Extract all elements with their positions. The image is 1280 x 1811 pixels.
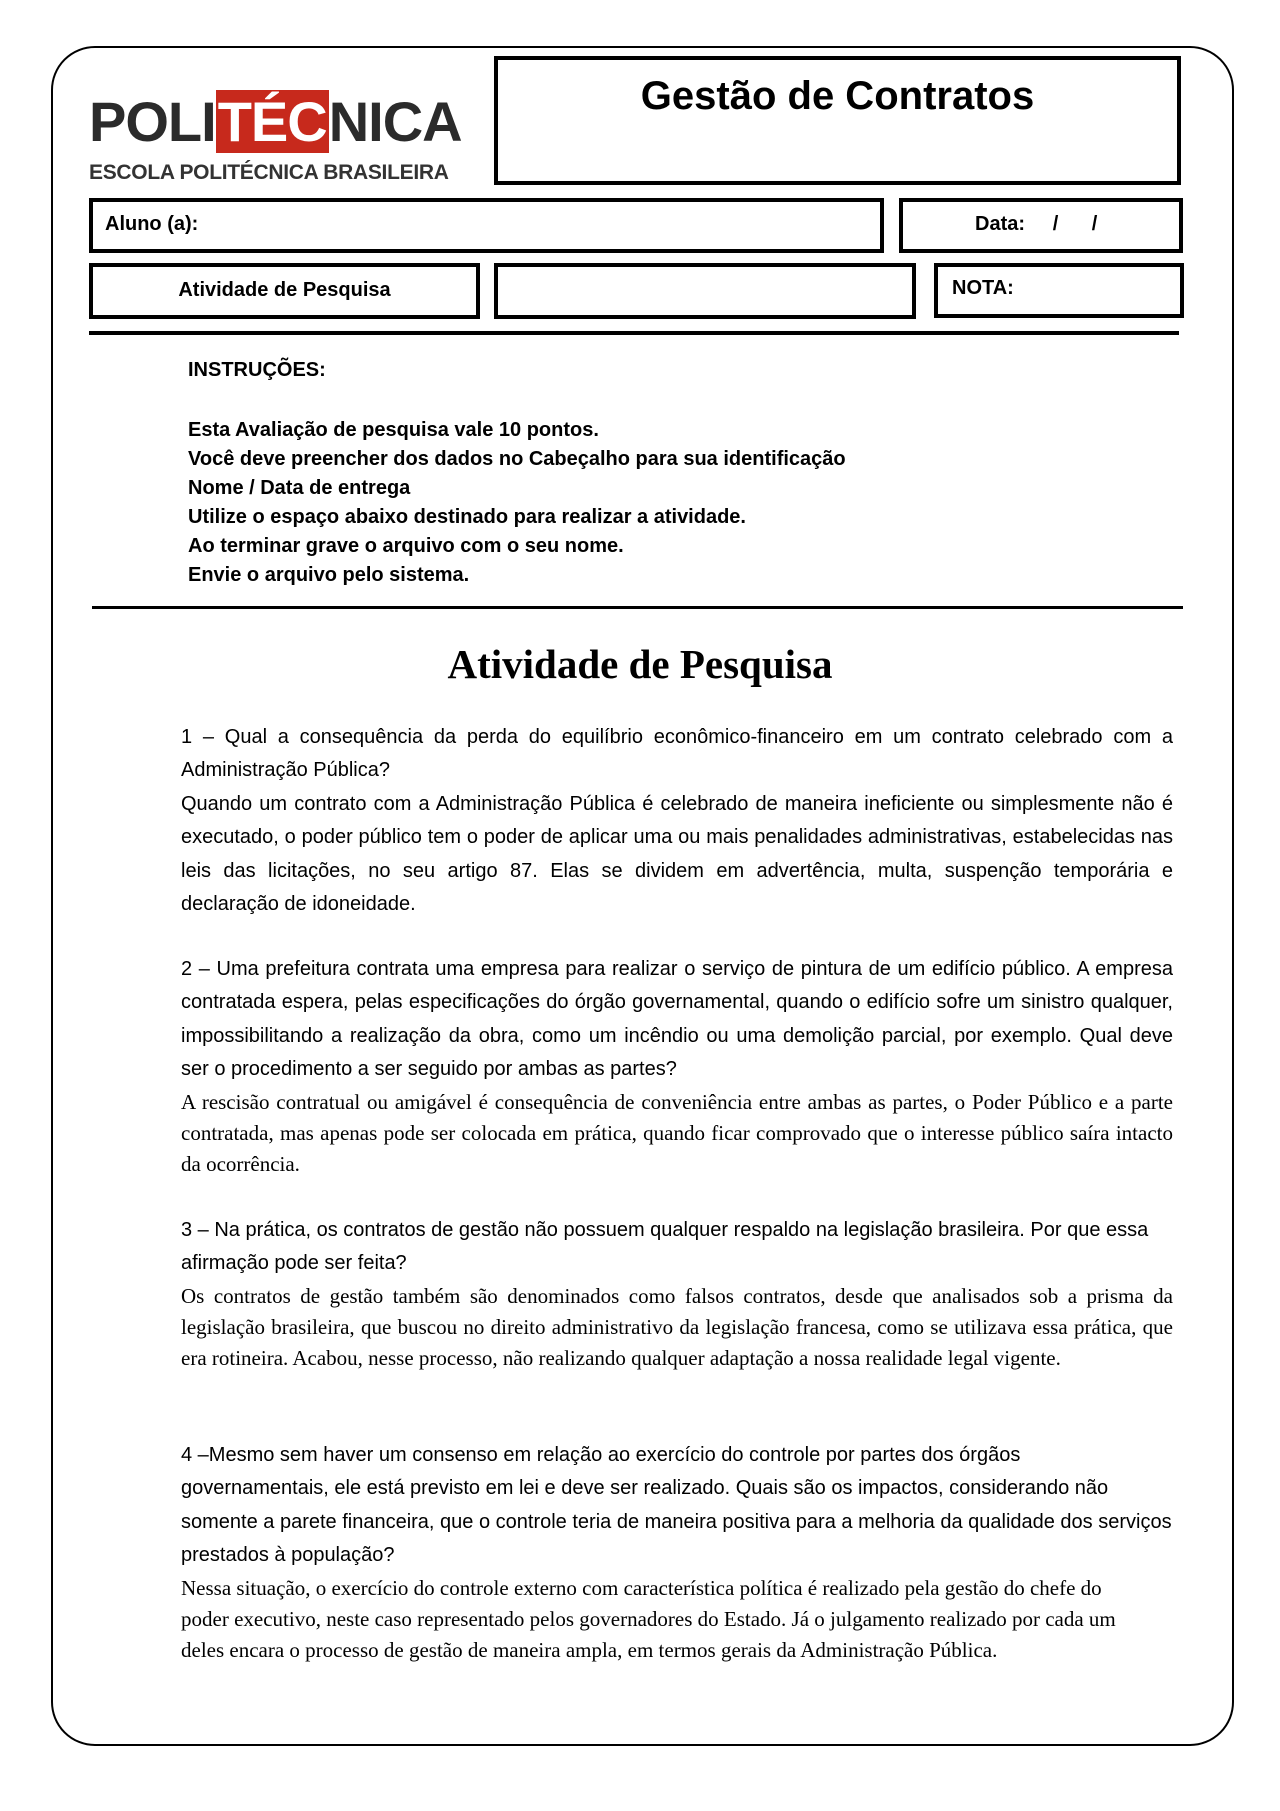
instruction-line: Utilize o espaço abaixo destinado para realizar a atividade. bbox=[188, 506, 746, 528]
answer-text: Quando um contrato com a Administração Pública é celebrado de maneira ineficiente ou simplesmente não é executado, o poder público tem o poder de aplicar uma ou mais penalidades administrativas, estabelecidas nas leis das licitações, no seu artigo 87. Elas se dividem em advertência, multa, suspenção temporária e declaração de idoneidade. bbox=[181, 792, 1173, 916]
answer-text: Nessa situação, o exercício do controle externo com característica política é realizado pela gestão do chefe do poder executivo, neste caso representado pelos governadores do Estado. Já o julgamento realizado por cada um deles encara o processo de gestão de maneira ampla, em termos gerais da Administração Pública. bbox=[181, 1575, 1116, 1662]
grade-label: NOTA: bbox=[952, 277, 1014, 299]
grade-field[interactable] bbox=[934, 263, 1184, 318]
answer-text: A rescisão contratual ou amigável é consequência de conveniência entre ambas as partes, o Poder Público e a parte contratada, mas apenas pode ser colocada em prática, quando ficar comprovado que o interesse público saíra intacto da ocorrência. bbox=[181, 1089, 1173, 1176]
question-block-2 bbox=[181, 953, 1173, 1180]
student-name-field[interactable] bbox=[89, 198, 884, 253]
logo-text-part: POLI bbox=[89, 90, 216, 153]
divider bbox=[89, 331, 1179, 335]
instruction-line: Nome / Data de entrega bbox=[188, 477, 411, 499]
activity-type-box bbox=[89, 263, 480, 319]
question-block-1 bbox=[181, 721, 1173, 921]
student-label: Aluno (a): bbox=[105, 213, 199, 235]
question-block-3 bbox=[181, 1214, 1173, 1374]
instructions bbox=[188, 356, 846, 590]
date-field[interactable] bbox=[899, 198, 1183, 253]
answer-text: Os contratos de gestão também são denominados como falsos contratos, desde que analisados sob a prisma da legislação brasileira, que buscou no direito administrativo da legislação francesa, como se utilizava essa prática, que era rotineira. Acabou, nesse processo, não realizando qualquer adaptação a nossa realidade legal vigente. bbox=[181, 1283, 1173, 1370]
logo-text-highlight: TÉC bbox=[217, 90, 327, 153]
divider bbox=[92, 606, 1183, 609]
instructions-title: INSTRUÇÕES: bbox=[188, 359, 326, 381]
instruction-line: Envie o arquivo pelo sistema. bbox=[188, 564, 470, 586]
logo-wordmark bbox=[89, 89, 462, 154]
logo-text-part: NICA bbox=[328, 90, 462, 153]
logo-subtitle: ESCOLA POLITÉCNICA BRASILEIRA bbox=[89, 161, 449, 184]
instruction-line: Você deve preencher dos dados no Cabeçalho para sua identificação bbox=[188, 448, 846, 470]
school-logo bbox=[89, 81, 477, 185]
blank-field[interactable] bbox=[494, 263, 916, 319]
instruction-line: Esta Avaliação de pesquisa vale 10 pontos. bbox=[188, 419, 599, 441]
document-title: Gestão de Contratos bbox=[640, 74, 1035, 118]
section-heading: Atividade de Pesquisa bbox=[447, 641, 833, 687]
date-label: Data: / / bbox=[975, 213, 1098, 235]
question-text: 3 – Na prática, os contratos de gestão não possuem qualquer respaldo na legislação brasileira. Por que essa afirmação pode ser feita? bbox=[181, 1219, 1149, 1275]
question-text: 1 – Qual a consequência da perda do equilíbrio econômico-financeiro em um contrato celebrado com a Administração Pública? bbox=[181, 726, 1173, 782]
question-text: 2 – Uma prefeitura contrata uma empresa para realizar o serviço de pintura de um edifício público. A empresa contratada espera, pelas especificações do órgão governamental, quando o edifício sofre um sinistro qualquer, impossibilitando a realização da obra, como um incêndio ou uma demolição parcial, por exemplo. Qual deve ser o procedimento a ser seguido por ambas as partes? bbox=[181, 958, 1173, 1081]
question-text: 4 –Mesmo sem haver um consenso em relação ao exercício do controle por partes dos órgãos governamentais, ele está previsto em lei e deve ser realizado. Quais são os impactos, considerando não somente a parete financeira, que o controle teria de maneira positiva para a melhoria da qualidade dos serviços prestados à população? bbox=[181, 1444, 1172, 1567]
instruction-line: Ao terminar grave o arquivo com o seu nome. bbox=[188, 535, 624, 557]
activity-label: Atividade de Pesquisa bbox=[178, 279, 391, 301]
question-block-4 bbox=[181, 1439, 1173, 1666]
title-box bbox=[494, 56, 1181, 185]
